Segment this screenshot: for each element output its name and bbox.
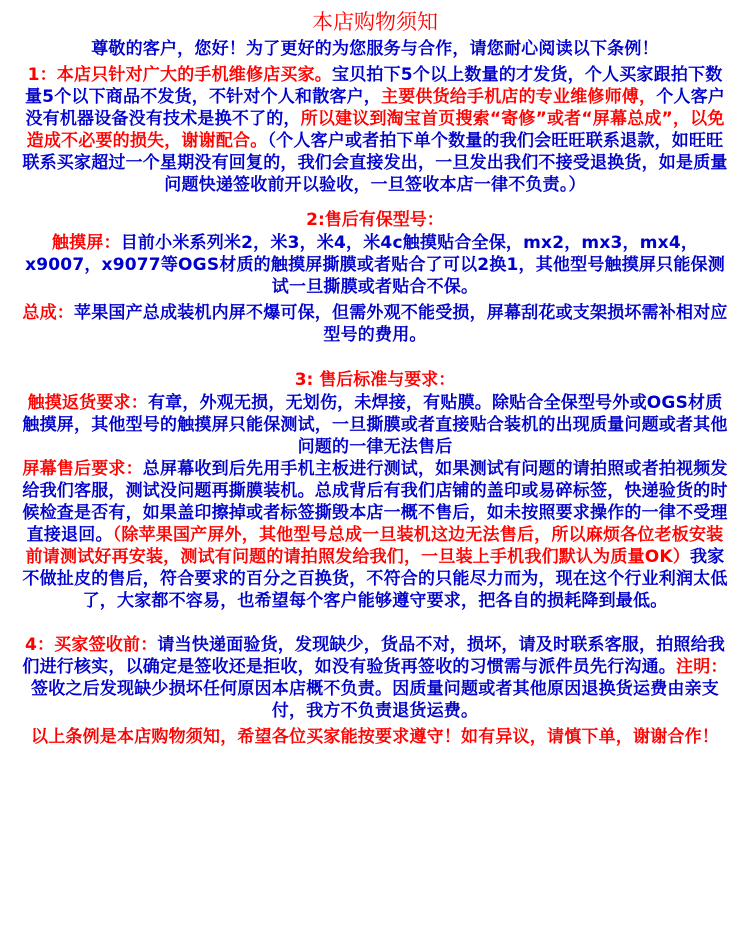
section-4-text-a: 请当快递面验货，发现缺少，货品不对，损坏，请及时联系客服，拍照给我们进行核实，以确定是签收还是拒收，如没有验货再签收的习惯需与派件员先行沟通。	[22, 635, 726, 677]
screen-red-note: （除苹果国产屏外，其他型号总成一旦装机这边无法售后，所以麻烦各位老板安装前请测试好再安装，测试有问题的请拍照发给我们，一旦装上手机我们默认为质量OK）	[25, 525, 724, 567]
section-2-heading: 2:售后有保型号：	[306, 210, 444, 230]
touch-return-text: 有章，外观无损，无划伤，未焊接，有贴膜。除贴合全保型号外或OGS材质触摸屏，其他型号的触摸屏只能保测试，一旦撕膜或者直接贴合装机的出现质量问题或者其他问题的一律无法售后	[22, 393, 728, 457]
section-4-text-b: 签收之后发现缺少损坏任何原因本店概不负责。因质量问题或者其他原因退换货运费由亲支付，我方不负责退货运费。	[31, 679, 719, 721]
section-3-screen	[22, 458, 728, 612]
section-1	[22, 64, 728, 196]
screen-text: 总屏幕收到后先用手机主板进行测试，如果测试有问题的请拍照或者拍视频发给我们客服，测试没问题再撕膜装机。总成背后有我们店铺的盖印或易碎标签，快递验货的时候检查是否有，如果盖印擦掉或者标签撕毁本店一概不售后，如未按照要求操作的一律不受理直接退回。	[22, 459, 728, 545]
section-1-highlight-a: 主要供货给手机店的专业维修师傅，	[381, 87, 657, 107]
section-1-highlight-b: 所以建议到淘宝首页搜索“寄修”或者“屏幕总成”，	[300, 109, 691, 129]
touch-label: 触摸屏：	[51, 233, 121, 253]
section-4-note-label: 注明：	[676, 657, 728, 677]
section-1-text-a: 宝贝拍下5个以上数量的才发货，个人买家跟拍下数量5个以下商品不发货，不针对个人和散客户，	[24, 65, 723, 107]
assembly-label: 总成：	[22, 303, 74, 323]
assembly-text: 苹果国产总成装机内屏不爆可保，但需外观不能受损，屏幕刮花或支架损坏需补相对应型号的费用。	[74, 303, 728, 345]
section-2-assembly	[22, 302, 728, 346]
section-3-touch-return	[22, 392, 728, 458]
section-3-heading: 3: 售后标准与要求：	[294, 370, 456, 390]
section-1-text-c: （个人客户或者拍下单个数量的我们会旺旺联系退款，如旺旺联系买家超过一个星期没有回复的，我们会直接发出，一旦发出我们不接受退换货，如是质量问题快递签收前开以验收，一旦签收本店一律不负责。）	[22, 131, 728, 195]
section-4	[22, 634, 728, 722]
footer-notice: 以上条例是本店购物须知，希望各位买家能按要求遵守！如有异议，请慎下单，谢谢合作！	[31, 727, 719, 747]
screen-closing-text: 我家不做扯皮的售后，符合要求的百分之百换货，不符合的只能尽力而为，现在这个行业利润太低了，大家都不容易，也希望每个客户能够遵守要求，把各自的损耗降到最低。	[22, 547, 728, 611]
screen-label: 屏幕售后要求：	[22, 459, 143, 479]
section-1-intro: 1：本店只针对广大的手机维修店买家。	[27, 65, 332, 85]
touch-text: 目前小米系列米2，米3，米4，米4c触摸贴合全保，mx2，mx3，mx4，x9007，x9077等OGS材质的触摸屏撕膜或者贴合了可以2换1，其他型号触摸屏只能保测试一旦撕膜或者贴合不保。	[25, 233, 725, 297]
greeting-text: 尊敬的客户，您好！为了更好的为您服务与合作，请您耐心阅读以下条例！	[91, 39, 659, 59]
page-title: 本店购物须知	[312, 10, 438, 34]
section-4-label: 4：买家签收前：	[24, 635, 158, 655]
section-1-text-b: 个人客户没有机器设备没有技术是换不了的，	[25, 87, 726, 129]
section-2-touch	[22, 232, 728, 298]
touch-return-label: 触摸返货要求：	[27, 393, 148, 413]
section-1-highlight-c: 以免造成不必要的损失，谢谢配合。	[26, 109, 725, 151]
